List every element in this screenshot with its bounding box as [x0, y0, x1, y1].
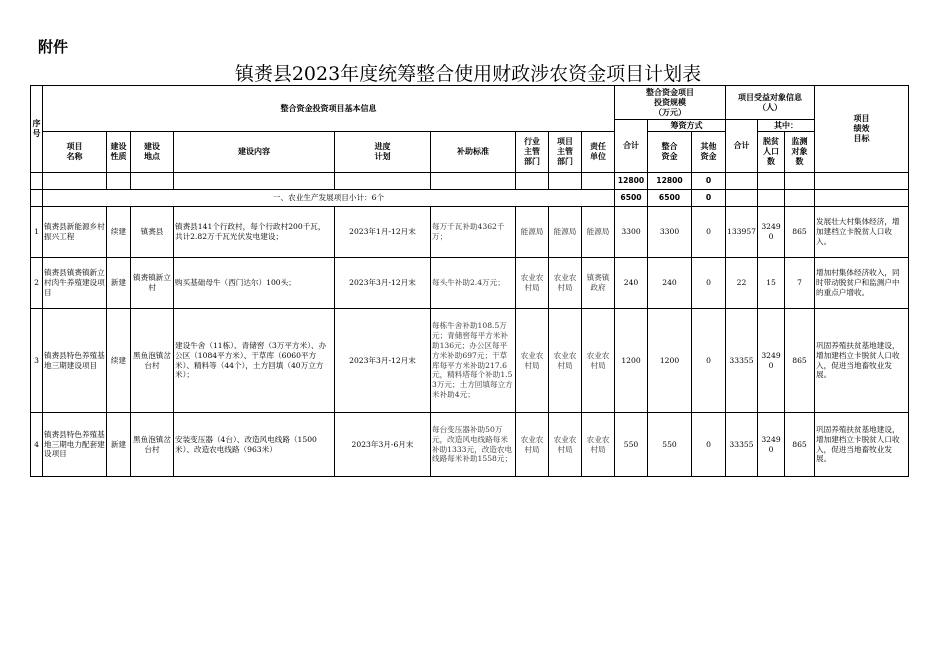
row-schedule: 2023年3月-6月末	[335, 413, 431, 477]
row-monitor: 865	[785, 413, 815, 477]
table-row	[31, 309, 909, 413]
header-name: 项目 名称	[43, 132, 107, 173]
row-integrated: 1200	[648, 309, 692, 413]
header-other: 其他 资金	[692, 132, 726, 173]
row-total: 240	[615, 258, 648, 309]
row-schedule: 2023年3月-12月末	[335, 309, 431, 413]
grand-total-row	[31, 173, 909, 190]
header-total: 合计	[615, 120, 648, 173]
header-project-dept: 项目 主管 部门	[549, 132, 582, 173]
header-scale: 整合资金项目 投资规模 （万元）	[615, 86, 726, 120]
header-of-which: 其中：	[758, 120, 815, 132]
row-schedule: 2023年1月-12月末	[335, 207, 431, 258]
header-monitor: 监测 对象 数	[785, 132, 815, 173]
row-goal: 巩固养殖扶贫基地建设，增加建档立卡脱贫人口收入，促进当地畜牧业发展。	[815, 413, 909, 477]
row-goal: 巩固养殖扶贫基地建设，增加建档立卡脱贫人口收入，促进当地畜牧业发展。	[815, 309, 909, 413]
row-resp-unit: 能源局	[582, 207, 615, 258]
row-integrated: 3300	[648, 207, 692, 258]
row-site: 黑鱼泡镇岔台村	[131, 413, 174, 477]
subtotal-total: 6500	[615, 190, 648, 207]
row-project-dept: 农业农村局	[549, 258, 582, 309]
header-poverty: 脱贫 人口 数	[758, 132, 785, 173]
table-row	[31, 258, 909, 309]
row-goal: 增加村集体经济收入，同时带动脱贫户和监测户中的重点户增收。	[815, 258, 909, 309]
row-name: 镇赉县新能源乡村振兴工程	[43, 207, 107, 258]
row-monitor: 865	[785, 309, 815, 413]
row-monitor: 7	[785, 258, 815, 309]
row-project-dept: 能源局	[549, 207, 582, 258]
row-name: 镇赉县特色养殖基地三期电力配套建设项目	[43, 413, 107, 477]
row-resp-unit: 镇赉镇政府	[582, 258, 615, 309]
row-total: 3300	[615, 207, 648, 258]
header-integrated: 整合 资金	[648, 132, 692, 173]
row-seq: 3	[31, 309, 43, 413]
row-goal: 发展壮大村集体经济，增加建档立卡脱贫人口收入。	[815, 207, 909, 258]
row-monitor: 865	[785, 207, 815, 258]
header-funding-mode: 筹资方式	[648, 120, 726, 132]
row-name: 镇赉县镇赉镇新立村肉牛养殖建设项目	[43, 258, 107, 309]
header-nature: 建设 性质	[107, 132, 131, 173]
row-site: 镇赉镇新立村	[131, 258, 174, 309]
attachment-label: 附件	[38, 38, 69, 56]
header-ben-total: 合计	[726, 120, 758, 173]
row-poverty: 32490	[758, 309, 785, 413]
row-ben-total: 22	[726, 258, 758, 309]
page-title: 镇赉县2023年度统筹整合使用财政涉农资金项目计划表	[234, 63, 702, 85]
row-nature: 新建	[107, 413, 131, 477]
row-content: 安装变压器（4台）、改造风电线路（1500米）、改造农电线路（963米）	[174, 413, 335, 477]
header-goal: 项目 绩效 目标	[815, 86, 909, 173]
row-resp-unit: 农业农村局	[582, 309, 615, 413]
row-other: 0	[692, 413, 726, 477]
row-integrated: 240	[648, 258, 692, 309]
row-site: 黑鱼泡镇岔台村	[131, 309, 174, 413]
row-poverty: 32490	[758, 413, 785, 477]
row-seq: 4	[31, 413, 43, 477]
subtotal-other: 0	[692, 190, 726, 207]
subtotal-row	[31, 190, 909, 207]
header-industry-dept: 行业 主管 部门	[516, 132, 549, 173]
subtotal-integrated: 6500	[648, 190, 692, 207]
row-nature: 新建	[107, 258, 131, 309]
grand-total-integrated: 12800	[648, 173, 692, 190]
row-subsidy: 每栋牛舍补助108.5万元；青储窖每平方米补助136元；办公区每平方米补助697元；干草库每平方米补助217.6元，精料塔每个补助1.53万元；土方回填每立方米补助4元；	[431, 309, 516, 413]
row-project-dept: 农业农村局	[549, 413, 582, 477]
row-industry-dept: 农业农村局	[516, 258, 549, 309]
row-seq: 2	[31, 258, 43, 309]
row-ben-total: 133957	[726, 207, 758, 258]
row-industry-dept: 能源局	[516, 207, 549, 258]
row-total: 1200	[615, 309, 648, 413]
row-ben-total: 33355	[726, 413, 758, 477]
row-content: 建设牛舍（11栋）、青储窖（3万平方米）、办公区（1084平方米）、干草库（6060平方米）、精料等（44个），土方回填（40万立方米）；	[174, 309, 335, 413]
header-schedule: 进度 计划	[335, 132, 431, 173]
grand-total-other: 0	[692, 173, 726, 190]
project-plan-table	[30, 85, 909, 477]
row-total: 550	[615, 413, 648, 477]
row-integrated: 550	[648, 413, 692, 477]
row-content: 购买基础母牛（西门达尔）100头；	[174, 258, 335, 309]
row-subsidy: 每万千瓦补助4362千万；	[431, 207, 516, 258]
row-site: 镇赉县	[131, 207, 174, 258]
row-other: 0	[692, 309, 726, 413]
row-schedule: 2023年3月-12月末	[335, 258, 431, 309]
header-content: 建设内容	[174, 132, 335, 173]
row-poverty: 15	[758, 258, 785, 309]
row-nature: 续建	[107, 207, 131, 258]
header-basic-info: 整合资金投资项目基本信息	[43, 86, 615, 132]
header-subsidy: 补助标准	[431, 132, 516, 173]
row-poverty: 32490	[758, 207, 785, 258]
row-resp-unit: 农业农村局	[582, 413, 615, 477]
header-seq: 序 号	[31, 86, 43, 173]
header-resp-unit: 责任 单位	[582, 132, 615, 173]
table-row	[31, 207, 909, 258]
row-ben-total: 33355	[726, 309, 758, 413]
grand-total-total: 12800	[615, 173, 648, 190]
header-beneficiaries: 项目受益对象信息 （人）	[726, 86, 815, 120]
row-seq: 1	[31, 207, 43, 258]
row-name: 镇赉县特色养殖基地三期建设项目	[43, 309, 107, 413]
row-subsidy: 每台变压器补助50万元，改造风电线路每米补助1333元，改造农电线路每米补助1558元；	[431, 413, 516, 477]
row-other: 0	[692, 207, 726, 258]
row-subsidy: 每头牛补助2.4万元；	[431, 258, 516, 309]
row-nature: 续建	[107, 309, 131, 413]
row-project-dept: 农业农村局	[549, 309, 582, 413]
table-row	[31, 413, 909, 477]
row-content: 镇赉县141个行政村，每个行政村200千瓦，共计2.82万千瓦光伏发电建设；	[174, 207, 335, 258]
subtotal-label: 一、农业生产发展项目小计：6个	[43, 190, 615, 207]
row-industry-dept: 农业农村局	[516, 309, 549, 413]
header-site: 建设 地点	[131, 132, 174, 173]
row-other: 0	[692, 258, 726, 309]
row-industry-dept: 农业农村局	[516, 413, 549, 477]
